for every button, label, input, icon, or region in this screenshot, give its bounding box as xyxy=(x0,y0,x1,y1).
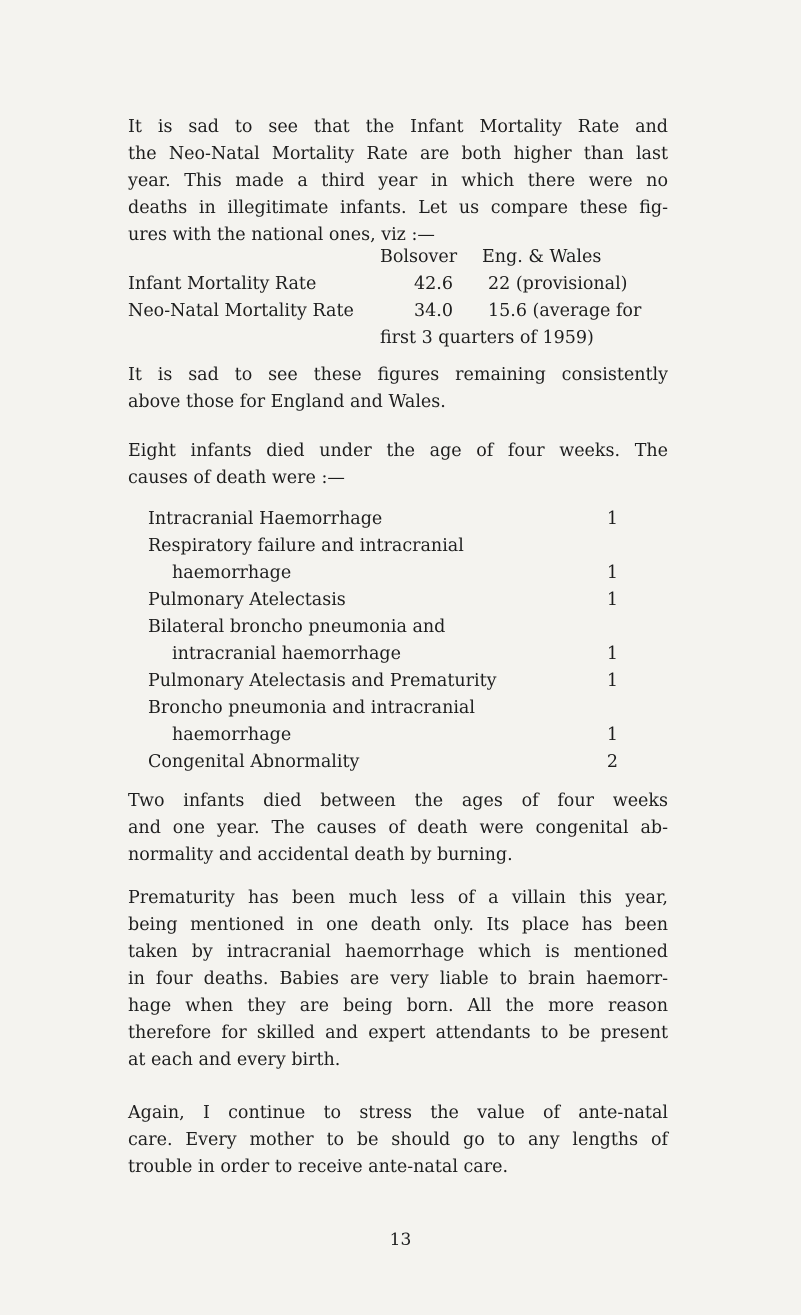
text-line: in four deaths. Babies are very liable to brain haemorr- xyxy=(128,969,668,989)
text-line: Prematurity has been much less of a villain this year, xyxy=(128,888,668,908)
cause-count: 1 xyxy=(606,671,618,691)
page-number: 13 xyxy=(389,1230,412,1250)
text-line: and one year. The causes of death were congenital ab- xyxy=(128,818,668,838)
comparison-row xyxy=(128,271,688,298)
cause-text: Pulmonary Atelectasis and Prematurity xyxy=(148,671,497,691)
cause-item xyxy=(148,587,618,614)
comparison-label: Infant Mortality Rate xyxy=(128,274,317,294)
text-line: taken by intracranial haemorrhage which is mentioned xyxy=(128,942,668,962)
text-line: ures with the national ones, viz :— xyxy=(128,225,435,245)
comparison-label: Neo-Natal Mortality Rate xyxy=(128,301,354,321)
ante-natal-paragraph xyxy=(128,1100,668,1181)
comparison-continuation-row xyxy=(128,325,688,352)
cause-count: 1 xyxy=(606,590,618,610)
comparison-national-value: 22 (provisional) xyxy=(488,274,628,294)
cause-item xyxy=(148,506,618,533)
cause-count: 1 xyxy=(606,509,618,529)
intro-paragraph xyxy=(128,114,668,249)
comparison-bolsover-value: 42.6 xyxy=(414,274,453,294)
text-line: the Neo-Natal Mortality Rate are both higher than last xyxy=(128,144,668,164)
text-line: It is sad to see these figures remaining consistently xyxy=(128,365,668,385)
text-line: at each and every birth. xyxy=(128,1050,341,1070)
cause-item xyxy=(148,668,618,695)
text-line: being mentioned in one death only. Its place has been xyxy=(128,915,668,935)
comparison-header-row xyxy=(128,244,688,271)
text-line: above those for England and Wales. xyxy=(128,392,446,412)
text-line: Two infants died between the ages of four weeks xyxy=(128,791,668,811)
consistently-paragraph xyxy=(128,362,668,416)
comparison-national-value: 15.6 (average for xyxy=(488,301,642,321)
prematurity-paragraph xyxy=(128,885,668,1074)
cause-item xyxy=(148,533,618,587)
text-line: normality and accidental death by burning. xyxy=(128,845,513,865)
comparison-row xyxy=(128,298,688,325)
cause-text: Bilateral broncho pneumonia and xyxy=(148,617,446,637)
cause-text: Respiratory failure and intracranial xyxy=(148,536,464,556)
cause-item xyxy=(148,749,618,776)
cause-text: Intracranial Haemorrhage xyxy=(148,509,383,529)
comparison-table xyxy=(128,244,688,352)
text-line: year. This made a third year in which there were no xyxy=(128,171,668,191)
cause-text-continued: haemorrhage xyxy=(172,563,292,583)
cause-count: 1 xyxy=(606,644,618,664)
cause-count: 1 xyxy=(606,563,618,583)
cause-item xyxy=(148,614,618,668)
text-line: hage when they are being born. All the more reason xyxy=(128,996,668,1016)
text-line: therefore for skilled and expert attendants to be present xyxy=(128,1023,668,1043)
header-eng-wales: Eng. & Wales xyxy=(482,247,602,267)
cause-text: Broncho pneumonia and intracranial xyxy=(148,698,475,718)
cause-count: 2 xyxy=(606,752,618,772)
text-line: deaths in illegitimate infants. Let us compare these fig- xyxy=(128,198,668,218)
text-line: It is sad to see that the Infant Mortality Rate and xyxy=(128,117,668,137)
cause-item xyxy=(148,695,618,749)
cause-text: Pulmonary Atelectasis xyxy=(148,590,346,610)
comparison-continuation: first 3 quarters of 1959) xyxy=(380,328,594,348)
causes-list xyxy=(148,506,618,776)
cause-count: 1 xyxy=(606,725,618,745)
text-line: care. Every mother to be should go to any lengths of xyxy=(128,1130,668,1150)
cause-text-continued: haemorrhage xyxy=(172,725,292,745)
comparison-bolsover-value: 34.0 xyxy=(414,301,453,321)
text-line: causes of death were :— xyxy=(128,468,345,488)
text-line: Eight infants died under the age of four weeks. The xyxy=(128,441,668,461)
cause-text: Congenital Abnormality xyxy=(148,752,360,772)
two-infants-paragraph xyxy=(128,788,668,869)
text-line: trouble in order to receive ante-natal care. xyxy=(128,1157,509,1177)
cause-text-continued: intracranial haemorrhage xyxy=(172,644,401,664)
header-bolsover: Bolsover xyxy=(380,247,458,267)
eight-infants-paragraph xyxy=(128,438,668,492)
text-line: Again, I continue to stress the value of ante-natal xyxy=(128,1103,668,1123)
